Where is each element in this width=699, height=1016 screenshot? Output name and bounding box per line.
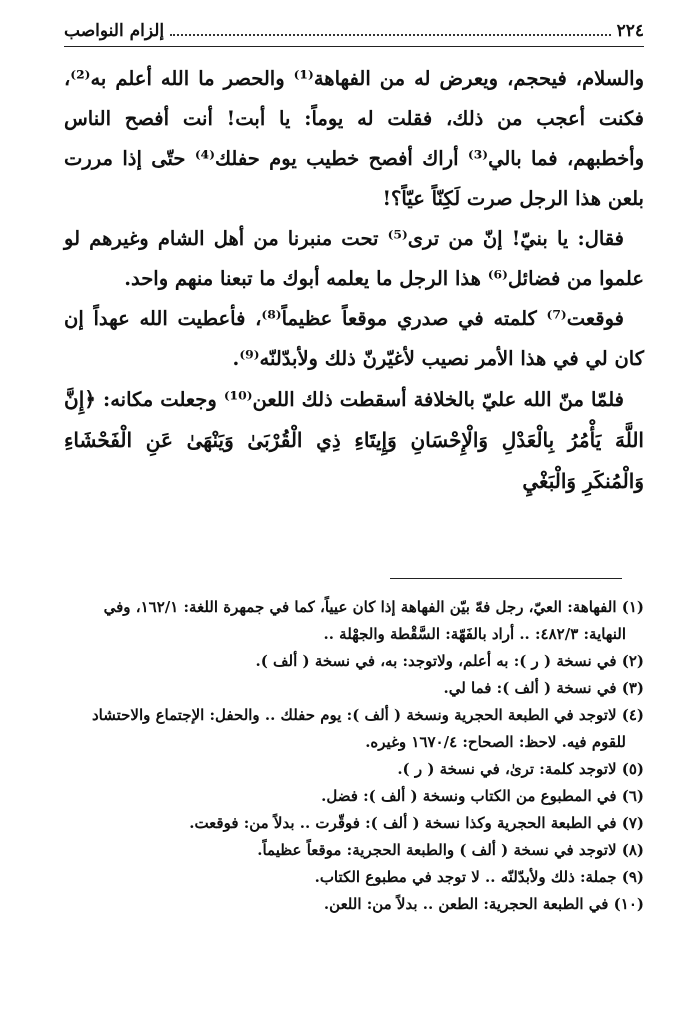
page [64, 18, 644, 502]
footnote-10: (١٠) في الطبعة الحجرية: الطعن .. بدلاً من: اللعن. [323, 895, 644, 913]
paragraph-4-text: فلمّا منّ الله عليّ بالخلافة أسقطت ذلك اللعن⁽¹⁰⁾ وجعلت مكانه: [95, 388, 624, 411]
footnote-1 [64, 594, 644, 648]
footnote-9: (٩) جملة: ذلك ولأبدّلنّه .. لا توجد في مطبوع الكتاب. [314, 868, 644, 886]
footnote-1-line2: النهاية: ٤٨٢/٣: .. أراد بالفَهّة: السَّقْطة والجهْلة .. [323, 625, 626, 643]
footnote-2: (٢) في نسخة ( ر ): به أعلم، ولاتوجد: به، في نسخة ( ألف ). [255, 652, 644, 670]
header-dot-leader [170, 34, 610, 36]
quran-verse: ﴿إِنَّ اللَّهَ يَأْمُرُ بِالْعَدْلِ وَالْإِحْسَانِ وَإِيتَاءِ ذِي الْقُرْبَىٰ وَيَنْهَىٰ عَنِ الْفَحْشَاءِ وَالْمُنكَرِ وَالْبَغْيِ [64, 387, 644, 493]
footnote-1-line1: (١) الفهاهة: العيّ، رجل فهّ بيّن الفهاهة إذا كان عيياً، كما في جمهرة اللغة: ١٦٢/١، وفي [103, 598, 644, 616]
running-header [64, 18, 644, 47]
footnote-3: (٣) في نسخة ( ألف ): فما لي. [443, 679, 644, 697]
footnote-7: (٧) في الطبعة الحجرية وكذا نسخة ( ألف ): فوقّرت .. بدلاً من: فوقعت. [189, 814, 644, 832]
footnotes [64, 594, 644, 918]
footnote-separator [390, 578, 622, 579]
footnote-5: (٥) لاتوجد كلمة: ترىٰ، في نسخة ( ر ). [397, 760, 644, 778]
footnote-4 [64, 702, 644, 756]
paragraph-1: والسلام، فيحجم، ويعرض له من الفهاهة⁽¹⁾ والحصر ما الله أعلم به⁽²⁾، فكنت أعجب من ذلك، فقلت له يوماً: يا أبت! أنت أفصح الناس وأخطبهم، فما بالي⁽³⁾ أراك أفصح خطيب يوم حفلك⁽⁴⁾ حتّى إذا مررت بلعن هذا الرجل صرت لَكِنّاً عيّاً؟! [64, 67, 644, 210]
footnote-6: (٦) في المطبوع من الكتاب ونسخة ( ألف ): فضل. [321, 787, 644, 805]
running-title: إلزام النواصب [64, 21, 165, 41]
footnote-4-line2: للقوم فيه. لاحظ: الصحاح: ١٦٧٠/٤ وغيره. [365, 733, 626, 751]
paragraph-2: فقال: يا بنيّ! إنّ من ترى⁽⁵⁾ تحت منبرنا من أهل الشام وغيرهم لو علموا من فضائل⁽⁶⁾ هذا الرجل ما يعلمه أبوك ما تبعنا منهم واحد. [64, 227, 644, 290]
paragraph-3: فوقعت⁽⁷⁾ كلمته في صدري موقعاً عظيماً⁽⁸⁾، فأعطيت الله عهداً إن كان لي في هذا الأمر نصيب لأغيّرنّ ذلك ولأبدّلنّه⁽⁹⁾. [64, 307, 644, 370]
footnote-8: (٨) لاتوجد في نسخة ( ألف ) والطبعة الحجرية: موقعاً عظيماً. [257, 841, 644, 859]
paragraph-4 [64, 379, 644, 502]
main-text [64, 59, 644, 502]
footnote-4-line1: (٤) لاتوجد في الطبعة الحجرية ونسخة ( ألف ): يوم حفلك .. والحفل: الإجتماع والاحتشاد [91, 706, 644, 724]
page-number: ٢٢٤ [616, 21, 644, 41]
